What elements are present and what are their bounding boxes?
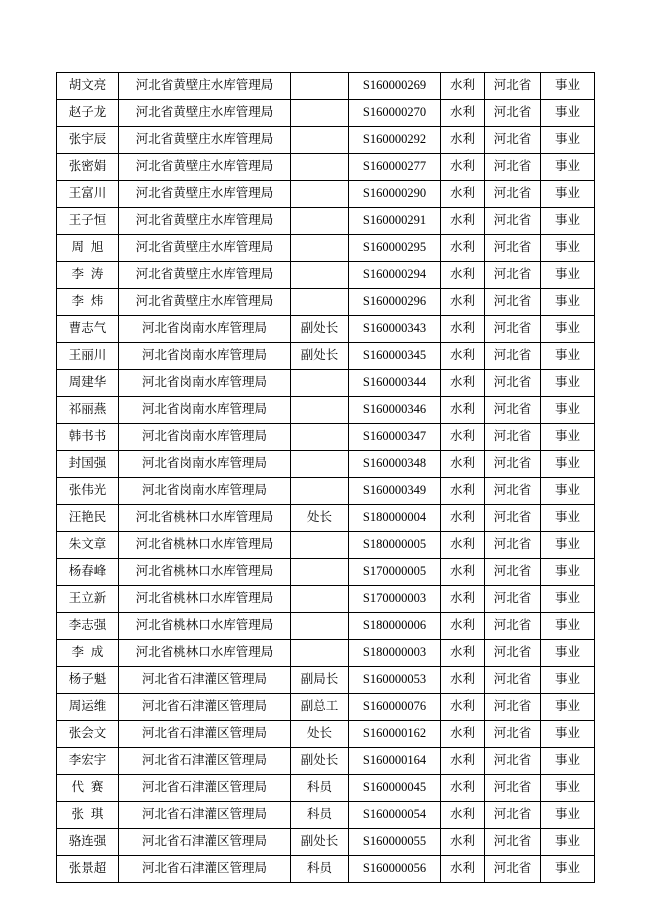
cell-type: 事业 <box>541 262 595 289</box>
cell-unit: 河北省黄壁庄水库管理局 <box>119 73 291 100</box>
cell-code: S160000055 <box>349 829 441 856</box>
cell-code: S160000295 <box>349 235 441 262</box>
cell-code: S160000291 <box>349 208 441 235</box>
cell-type: 事业 <box>541 127 595 154</box>
cell-province: 河北省 <box>485 73 541 100</box>
cell-code: S160000292 <box>349 127 441 154</box>
cell-province: 河北省 <box>485 343 541 370</box>
cell-province: 河北省 <box>485 289 541 316</box>
cell-unit: 河北省石津灌区管理局 <box>119 694 291 721</box>
cell-code: S160000270 <box>349 100 441 127</box>
cell-post <box>291 127 349 154</box>
cell-code: S180000003 <box>349 640 441 667</box>
cell-type: 事业 <box>541 154 595 181</box>
cell-province: 河北省 <box>485 505 541 532</box>
table-row <box>57 748 595 775</box>
cell-name: 张伟光 <box>57 478 119 505</box>
cell-system: 水利 <box>441 505 485 532</box>
cell-type: 事业 <box>541 208 595 235</box>
cell-post <box>291 289 349 316</box>
cell-type: 事业 <box>541 856 595 883</box>
cell-type: 事业 <box>541 289 595 316</box>
table-row <box>57 181 595 208</box>
cell-type: 事业 <box>541 667 595 694</box>
cell-post <box>291 262 349 289</box>
cell-province: 河北省 <box>485 721 541 748</box>
cell-system: 水利 <box>441 586 485 613</box>
cell-system: 水利 <box>441 559 485 586</box>
cell-code: S160000162 <box>349 721 441 748</box>
cell-code: S160000347 <box>349 424 441 451</box>
cell-unit: 河北省石津灌区管理局 <box>119 829 291 856</box>
cell-system: 水利 <box>441 478 485 505</box>
cell-type: 事业 <box>541 694 595 721</box>
cell-province: 河北省 <box>485 127 541 154</box>
cell-post: 科员 <box>291 775 349 802</box>
cell-code: S170000003 <box>349 586 441 613</box>
cell-post <box>291 208 349 235</box>
cell-name: 朱文章 <box>57 532 119 559</box>
cell-post: 科员 <box>291 856 349 883</box>
cell-code: S160000045 <box>349 775 441 802</box>
cell-unit: 河北省黄壁庄水库管理局 <box>119 154 291 181</box>
cell-post <box>291 370 349 397</box>
cell-system: 水利 <box>441 748 485 775</box>
cell-system: 水利 <box>441 532 485 559</box>
cell-system: 水利 <box>441 235 485 262</box>
cell-unit: 河北省岗南水库管理局 <box>119 424 291 451</box>
cell-system: 水利 <box>441 802 485 829</box>
table-row <box>57 208 595 235</box>
cell-name: 骆连强 <box>57 829 119 856</box>
table-row <box>57 73 595 100</box>
cell-system: 水利 <box>441 775 485 802</box>
cell-type: 事业 <box>541 559 595 586</box>
cell-type: 事业 <box>541 586 595 613</box>
table-row <box>57 397 595 424</box>
cell-post <box>291 235 349 262</box>
cell-unit: 河北省石津灌区管理局 <box>119 748 291 775</box>
cell-province: 河北省 <box>485 775 541 802</box>
cell-unit: 河北省桃林口水库管理局 <box>119 586 291 613</box>
cell-type: 事业 <box>541 748 595 775</box>
cell-province: 河北省 <box>485 316 541 343</box>
cell-post <box>291 397 349 424</box>
cell-name: 李成 <box>57 640 119 667</box>
cell-code: S160000343 <box>349 316 441 343</box>
cell-province: 河北省 <box>485 802 541 829</box>
cell-unit: 河北省桃林口水库管理局 <box>119 532 291 559</box>
cell-unit: 河北省岗南水库管理局 <box>119 343 291 370</box>
cell-code: S160000054 <box>349 802 441 829</box>
cell-post: 副处长 <box>291 829 349 856</box>
table-row <box>57 829 595 856</box>
cell-unit: 河北省桃林口水库管理局 <box>119 640 291 667</box>
cell-type: 事业 <box>541 640 595 667</box>
cell-type: 事业 <box>541 505 595 532</box>
cell-unit: 河北省石津灌区管理局 <box>119 721 291 748</box>
cell-unit: 河北省黄壁庄水库管理局 <box>119 235 291 262</box>
cell-code: S160000294 <box>349 262 441 289</box>
table-row <box>57 802 595 829</box>
cell-post: 科员 <box>291 802 349 829</box>
cell-post: 副总工 <box>291 694 349 721</box>
cell-province: 河北省 <box>485 667 541 694</box>
cell-province: 河北省 <box>485 208 541 235</box>
cell-province: 河北省 <box>485 586 541 613</box>
cell-type: 事业 <box>541 100 595 127</box>
cell-name: 杨子魁 <box>57 667 119 694</box>
cell-unit: 河北省桃林口水库管理局 <box>119 613 291 640</box>
cell-name: 王富川 <box>57 181 119 208</box>
table-row <box>57 451 595 478</box>
cell-name: 杨春峰 <box>57 559 119 586</box>
cell-province: 河北省 <box>485 559 541 586</box>
cell-province: 河北省 <box>485 370 541 397</box>
cell-system: 水利 <box>441 208 485 235</box>
table-row <box>57 289 595 316</box>
cell-type: 事业 <box>541 181 595 208</box>
cell-name: 曹志气 <box>57 316 119 343</box>
cell-system: 水利 <box>441 343 485 370</box>
cell-name: 周运维 <box>57 694 119 721</box>
cell-name: 祁丽燕 <box>57 397 119 424</box>
cell-system: 水利 <box>441 181 485 208</box>
cell-unit: 河北省岗南水库管理局 <box>119 397 291 424</box>
cell-code: S180000006 <box>349 613 441 640</box>
cell-unit: 河北省石津灌区管理局 <box>119 667 291 694</box>
cell-post <box>291 451 349 478</box>
table-row <box>57 694 595 721</box>
cell-unit: 河北省桃林口水库管理局 <box>119 505 291 532</box>
cell-province: 河北省 <box>485 100 541 127</box>
cell-province: 河北省 <box>485 235 541 262</box>
table-row <box>57 127 595 154</box>
cell-unit: 河北省黄壁庄水库管理局 <box>119 181 291 208</box>
table-row <box>57 100 595 127</box>
cell-system: 水利 <box>441 289 485 316</box>
cell-unit: 河北省岗南水库管理局 <box>119 370 291 397</box>
cell-post <box>291 100 349 127</box>
cell-code: S160000296 <box>349 289 441 316</box>
cell-unit: 河北省黄壁庄水库管理局 <box>119 127 291 154</box>
cell-type: 事业 <box>541 370 595 397</box>
cell-unit: 河北省岗南水库管理局 <box>119 451 291 478</box>
cell-province: 河北省 <box>485 829 541 856</box>
cell-name: 张会文 <box>57 721 119 748</box>
table-row <box>57 586 595 613</box>
cell-name: 王立新 <box>57 586 119 613</box>
cell-post <box>291 586 349 613</box>
table-row <box>57 154 595 181</box>
cell-system: 水利 <box>441 721 485 748</box>
cell-name: 李涛 <box>57 262 119 289</box>
cell-code: S160000348 <box>349 451 441 478</box>
cell-post <box>291 532 349 559</box>
cell-province: 河北省 <box>485 694 541 721</box>
cell-unit: 河北省石津灌区管理局 <box>119 775 291 802</box>
cell-name: 胡文亮 <box>57 73 119 100</box>
cell-system: 水利 <box>441 262 485 289</box>
cell-code: S170000005 <box>349 559 441 586</box>
cell-code: S160000269 <box>349 73 441 100</box>
cell-type: 事业 <box>541 235 595 262</box>
cell-name: 封国强 <box>57 451 119 478</box>
cell-type: 事业 <box>541 532 595 559</box>
cell-system: 水利 <box>441 370 485 397</box>
cell-type: 事业 <box>541 73 595 100</box>
cell-code: S160000346 <box>349 397 441 424</box>
cell-code: S160000290 <box>349 181 441 208</box>
cell-province: 河北省 <box>485 748 541 775</box>
table-row <box>57 559 595 586</box>
cell-code: S160000349 <box>349 478 441 505</box>
cell-type: 事业 <box>541 451 595 478</box>
cell-system: 水利 <box>441 316 485 343</box>
cell-name: 张景超 <box>57 856 119 883</box>
cell-system: 水利 <box>441 694 485 721</box>
cell-name: 汪艳民 <box>57 505 119 532</box>
cell-province: 河北省 <box>485 154 541 181</box>
cell-code: S160000056 <box>349 856 441 883</box>
cell-type: 事业 <box>541 829 595 856</box>
table-body <box>57 73 595 883</box>
cell-type: 事业 <box>541 478 595 505</box>
cell-post: 副处长 <box>291 748 349 775</box>
cell-unit: 河北省黄壁庄水库管理局 <box>119 208 291 235</box>
cell-name: 韩书书 <box>57 424 119 451</box>
cell-system: 水利 <box>441 856 485 883</box>
cell-unit: 河北省黄壁庄水库管理局 <box>119 289 291 316</box>
cell-name: 李炜 <box>57 289 119 316</box>
cell-type: 事业 <box>541 775 595 802</box>
cell-type: 事业 <box>541 613 595 640</box>
cell-name: 李宏宇 <box>57 748 119 775</box>
cell-province: 河北省 <box>485 397 541 424</box>
cell-post <box>291 424 349 451</box>
cell-system: 水利 <box>441 127 485 154</box>
cell-type: 事业 <box>541 424 595 451</box>
cell-post <box>291 154 349 181</box>
cell-post: 副局长 <box>291 667 349 694</box>
cell-province: 河北省 <box>485 181 541 208</box>
cell-name: 李志强 <box>57 613 119 640</box>
cell-post <box>291 478 349 505</box>
cell-type: 事业 <box>541 802 595 829</box>
cell-system: 水利 <box>441 613 485 640</box>
cell-type: 事业 <box>541 316 595 343</box>
cell-province: 河北省 <box>485 451 541 478</box>
table-row <box>57 775 595 802</box>
cell-type: 事业 <box>541 397 595 424</box>
cell-post: 副处长 <box>291 343 349 370</box>
cell-post: 处长 <box>291 505 349 532</box>
cell-code: S160000053 <box>349 667 441 694</box>
cell-name: 代赛 <box>57 775 119 802</box>
personnel-roster-table <box>56 72 595 883</box>
cell-province: 河北省 <box>485 613 541 640</box>
cell-system: 水利 <box>441 667 485 694</box>
cell-name: 王子恒 <box>57 208 119 235</box>
cell-province: 河北省 <box>485 856 541 883</box>
cell-post <box>291 640 349 667</box>
cell-province: 河北省 <box>485 262 541 289</box>
cell-system: 水利 <box>441 154 485 181</box>
cell-province: 河北省 <box>485 532 541 559</box>
table-row <box>57 424 595 451</box>
table-row <box>57 316 595 343</box>
cell-code: S160000277 <box>349 154 441 181</box>
cell-system: 水利 <box>441 424 485 451</box>
cell-system: 水利 <box>441 73 485 100</box>
cell-code: S180000005 <box>349 532 441 559</box>
table-row <box>57 667 595 694</box>
cell-name: 王丽川 <box>57 343 119 370</box>
cell-unit: 河北省岗南水库管理局 <box>119 316 291 343</box>
cell-code: S160000345 <box>349 343 441 370</box>
cell-province: 河北省 <box>485 478 541 505</box>
table-row <box>57 370 595 397</box>
cell-unit: 河北省石津灌区管理局 <box>119 856 291 883</box>
table-row <box>57 721 595 748</box>
table-row <box>57 478 595 505</box>
table-row <box>57 235 595 262</box>
cell-system: 水利 <box>441 640 485 667</box>
cell-unit: 河北省桃林口水库管理局 <box>119 559 291 586</box>
table-row <box>57 856 595 883</box>
cell-unit: 河北省石津灌区管理局 <box>119 802 291 829</box>
cell-name: 张密娟 <box>57 154 119 181</box>
cell-post: 副处长 <box>291 316 349 343</box>
cell-name: 周建华 <box>57 370 119 397</box>
cell-system: 水利 <box>441 451 485 478</box>
cell-province: 河北省 <box>485 424 541 451</box>
table-row <box>57 343 595 370</box>
cell-unit: 河北省岗南水库管理局 <box>119 478 291 505</box>
table-row <box>57 532 595 559</box>
cell-name: 张琪 <box>57 802 119 829</box>
cell-province: 河北省 <box>485 640 541 667</box>
cell-unit: 河北省黄壁庄水库管理局 <box>119 100 291 127</box>
cell-system: 水利 <box>441 100 485 127</box>
cell-code: S160000164 <box>349 748 441 775</box>
cell-name: 周旭 <box>57 235 119 262</box>
cell-code: S160000076 <box>349 694 441 721</box>
table-row <box>57 262 595 289</box>
cell-code: S160000344 <box>349 370 441 397</box>
cell-system: 水利 <box>441 829 485 856</box>
cell-post <box>291 613 349 640</box>
cell-unit: 河北省黄壁庄水库管理局 <box>119 262 291 289</box>
cell-post: 处长 <box>291 721 349 748</box>
cell-system: 水利 <box>441 397 485 424</box>
cell-post <box>291 559 349 586</box>
cell-name: 赵子龙 <box>57 100 119 127</box>
table-row <box>57 640 595 667</box>
cell-type: 事业 <box>541 721 595 748</box>
cell-type: 事业 <box>541 343 595 370</box>
cell-post <box>291 73 349 100</box>
cell-code: S180000004 <box>349 505 441 532</box>
cell-post <box>291 181 349 208</box>
cell-name: 张宇辰 <box>57 127 119 154</box>
table-row <box>57 505 595 532</box>
table-row <box>57 613 595 640</box>
